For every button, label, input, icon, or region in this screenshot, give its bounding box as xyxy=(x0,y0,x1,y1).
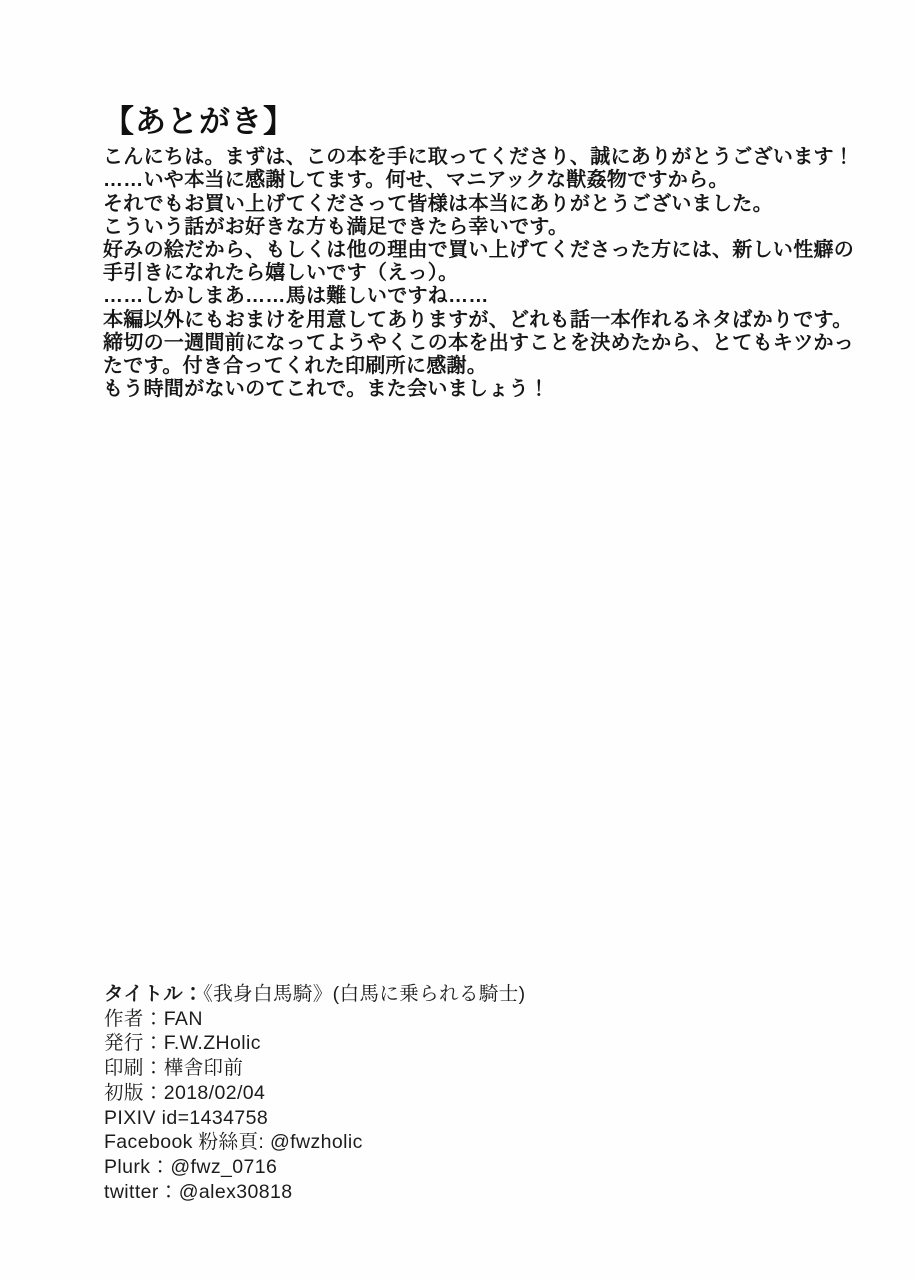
afterword-line: こんにちは。まずは、この本を手に取ってくださり、誠にありがとうございます！ xyxy=(103,146,855,169)
afterword-line: もう時間がないのてこれで。また会いましょう！ xyxy=(103,378,550,401)
afterword-line: たです。付き合ってくれた印刷所に感謝。 xyxy=(103,354,488,377)
colophon-line-plurk: Plurk：@fwz_0716 xyxy=(104,1155,278,1178)
afterword-line: ……しかしまあ……馬は難しいですね…… xyxy=(103,285,489,308)
colophon-line-pixiv: PIXIV id=1434758 xyxy=(104,1106,269,1129)
colophon-title-value: 《我身白馬騎》(白馬に乗られる騎士) xyxy=(203,983,526,1005)
afterword-line: それでもお買い上げてくださって皆様は本当にありがとうございました。 xyxy=(103,192,773,215)
colophon-line-printer: 印刷：樺舎印前 xyxy=(104,1057,244,1080)
colophon-title-line xyxy=(104,982,624,1007)
afterword-line: こういう話がお好きな方も満足できたら幸いです。 xyxy=(103,215,569,238)
afterword-line: 締切の一週間前になってようやくこの本を出すことを決めたから、とてもキツかっ xyxy=(103,331,855,354)
afterword-line: 本編以外にもおまけを用意してありますが、どれも話一本作れるネタばかりです。 xyxy=(103,308,853,331)
colophon-title-label: タイトル： xyxy=(104,983,204,1005)
afterword-line: 好みの絵だから、もしくは他の理由で買い上げてくださった方には、新しい性癖の xyxy=(103,238,855,261)
colophon-line-twitter: twitter：@alex30818 xyxy=(104,1180,293,1203)
colophon-line-edition: 初版：2018/02/04 xyxy=(104,1081,266,1104)
colophon-line-facebook: Facebook 粉絲頁: @fwzholic xyxy=(104,1131,363,1154)
colophon-line-author: 作者：FAN xyxy=(104,1007,203,1030)
afterword-line: 手引きになれたら嬉しいです（えっ）。 xyxy=(103,262,459,285)
afterword-section xyxy=(103,105,863,401)
colophon-line-publisher: 発行：F.W.ZHolic xyxy=(104,1032,261,1055)
afterword-heading: 【あとがき】 xyxy=(103,104,295,139)
afterword-line: ……いや本当に感謝してます。何せ、マニアックな獣姦物ですから。 xyxy=(103,169,729,192)
colophon-section xyxy=(104,982,624,1204)
